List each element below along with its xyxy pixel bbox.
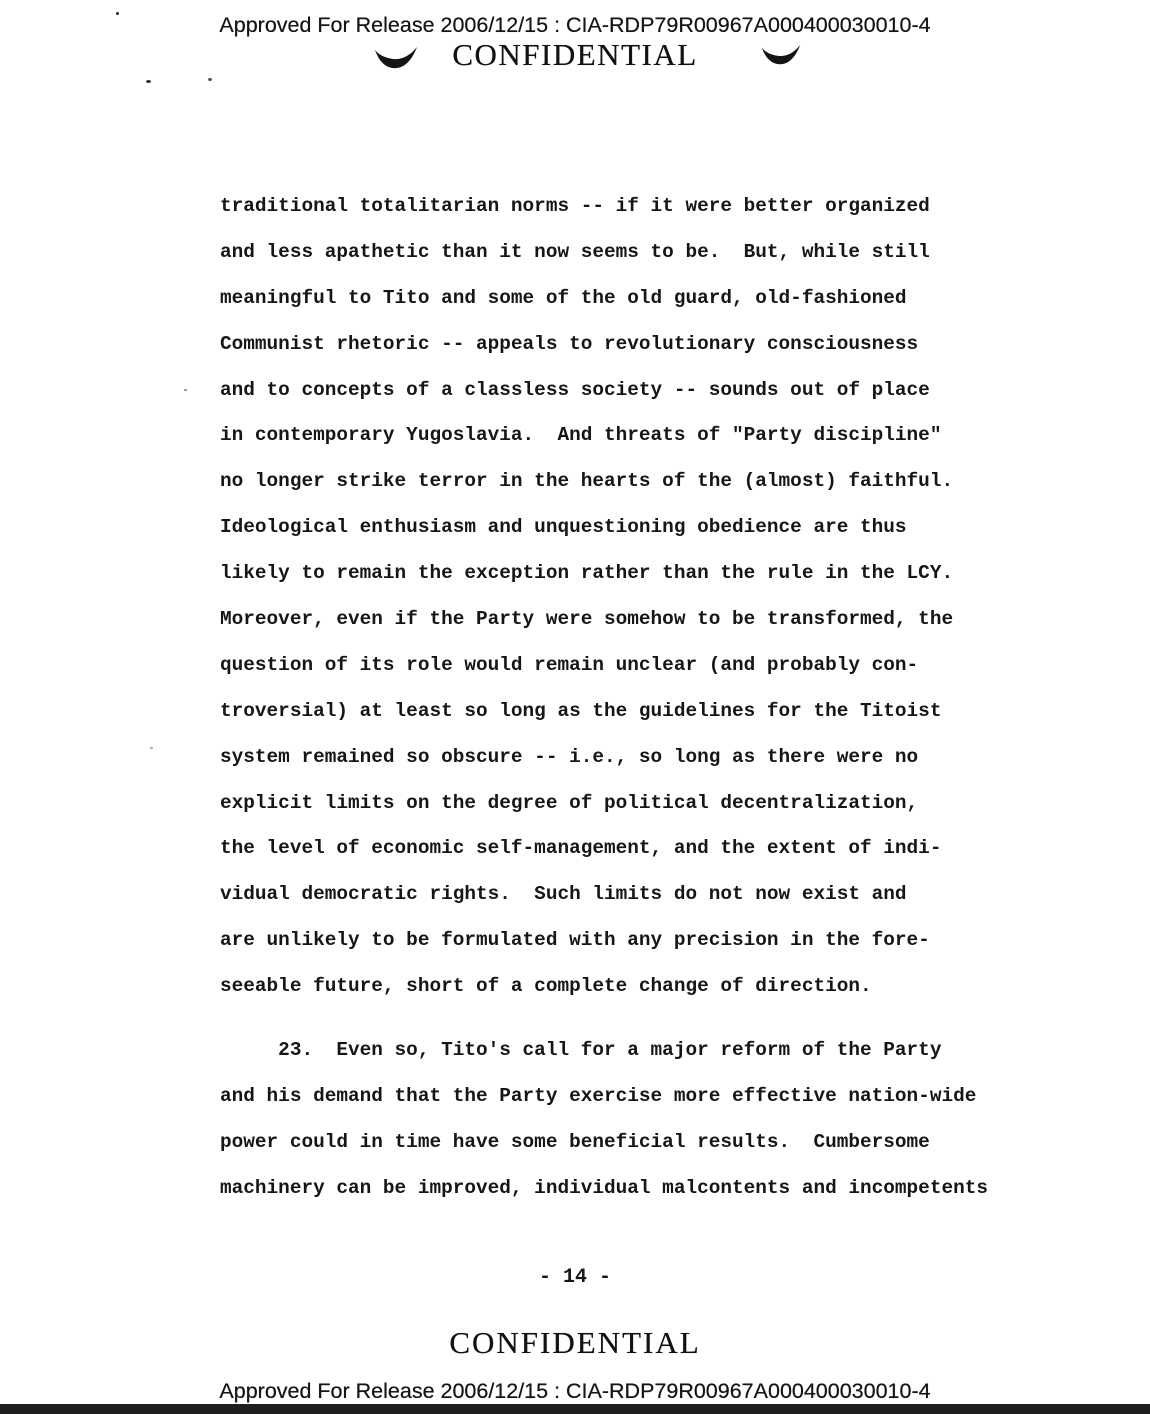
paragraph xyxy=(220,184,1020,1010)
footer-approval-line: Approved For Release 2006/12/15 : CIA-RDP79R00967A000400030010-4 xyxy=(219,1379,931,1403)
text-line: seeable future, short of a complete change of direction. xyxy=(220,975,872,998)
text-line: no longer strike terror in the hearts of the (almost) faithful. xyxy=(220,470,954,493)
text-line: Ideological enthusiasm and unquestioning obedience are thus xyxy=(220,516,907,539)
text-line: vidual democratic rights. Such limits do not now exist and xyxy=(220,883,907,906)
text-line: 23. Even so, Tito's call for a major reform of the Party xyxy=(220,1039,942,1062)
text-line: meaningful to Tito and some of the old guard, old-fashioned xyxy=(220,286,907,309)
footer-classification: CONFIDENTIAL xyxy=(449,1325,701,1360)
text-line: system remained so obscure -- i.e., so long as there were no xyxy=(220,745,919,768)
text-line: traditional totalitarian norms -- if it were better organized xyxy=(220,195,930,217)
header-approval-line: Approved For Release 2006/12/15 : CIA-RDP79R00967A000400030010-4 xyxy=(219,13,931,37)
text-line: machinery can be improved, individual malcontents and incompetents xyxy=(220,1176,988,1199)
text-line: likely to remain the exception rather than the rule in the LCY. xyxy=(220,562,954,585)
ink-smudge-icon xyxy=(373,45,419,71)
ink-smudge-icon xyxy=(760,43,802,67)
text-line: question of its role would remain unclear (and probably con- xyxy=(220,653,919,676)
paragraph xyxy=(220,1028,1020,1212)
scan-speck xyxy=(150,747,153,749)
scan-speck xyxy=(184,389,187,391)
text-line: and his demand that the Party exercise more effective nation-wide xyxy=(220,1084,977,1107)
text-line: Communist rhetoric -- appeals to revolutionary consciousness xyxy=(220,332,919,355)
text-line: power could in time have some beneficial results. Cumbersome xyxy=(220,1130,930,1153)
scan-speck xyxy=(146,80,151,83)
document-body xyxy=(220,184,1020,1212)
text-line: and less apathetic than it now seems to be. But, while still xyxy=(220,240,930,263)
scan-speck xyxy=(208,78,212,81)
header-classification: CONFIDENTIAL xyxy=(452,37,698,72)
scan-edge-bar xyxy=(0,1404,1150,1414)
text-line: Moreover, even if the Party were somehow to be transformed, the xyxy=(220,608,954,631)
text-line: troversial) at least so long as the guidelines for the Titoist xyxy=(220,699,942,722)
text-line: explicit limits on the degree of political decentralization, xyxy=(220,791,919,814)
text-line: in contemporary Yugoslavia. And threats of "Party discipline" xyxy=(220,424,942,447)
page-number: - 14 - xyxy=(538,1266,611,1289)
text-line: the level of economic self-management, and the extent of indi- xyxy=(220,837,942,860)
text-line: are unlikely to be formulated with any precision in the fore- xyxy=(220,929,930,952)
text-line: and to concepts of a classless society -- sounds out of place xyxy=(220,378,930,401)
